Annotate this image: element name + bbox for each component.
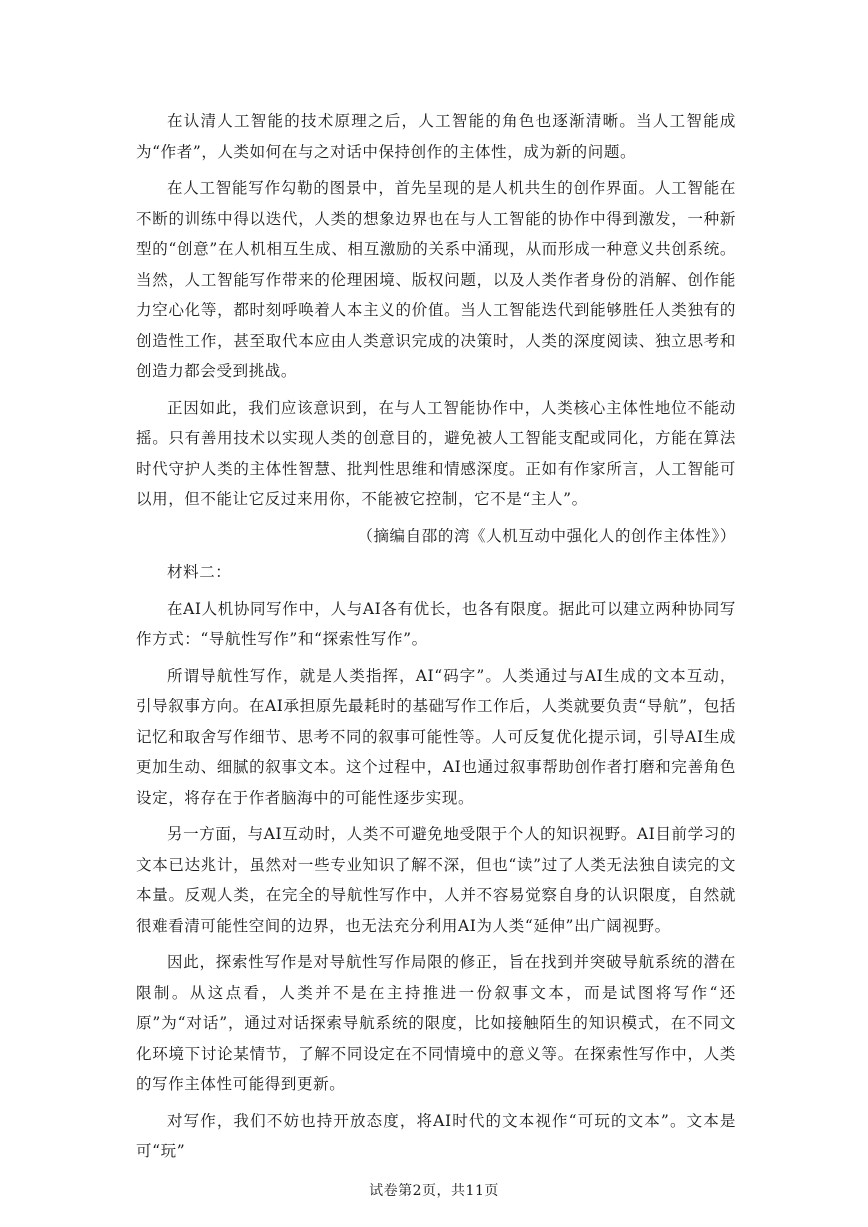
material-2-paragraph-5: 对写作，我们不妨也持开放态度，将AI时代的文本视作“可玩的文本”。文本是可“玩” <box>136 1111 736 1160</box>
page-footer: 试卷第2页，共11页 <box>369 1183 499 1199</box>
material-2-paragraph-2: 所谓导航性写作，就是人类指挥，AI“码字”。人类通过与AI生成的文本互动，引导叙事方向。在AI承担原先最耗时的基础写作工作后，人类就要负责“导航”，包括记忆和取舍写作细节、思考不同的叙事可能性等。人可反复优化提示词，引导AI生成更加生动、细腻的叙事文本。这个过程中，AI也通过叙事帮助创作者打磨和完善角色设定，将存在于作者脑海中的可能性逐步实现。 <box>136 666 736 807</box>
source-citation: （摘编自邵的湾《人机互动中强化人的创作主体性》） <box>357 526 736 545</box>
material-2-heading: 材料二： <box>167 563 232 581</box>
material-2-paragraph-4: 因此，探索性写作是对导航性写作局限的修正，旨在找到并突破导航系统的潜在限制。从这点看，人类并不是在主持推进一份叙事文本，而是试图将写作“还原”为“对话”，通过对话探索导航系统的限度，比如接触陌生的知识模式，在不同文化环境下讨论某情节，了解不同设定在不同情境中的意义等。在探索性写作中，人类的写作主体性可能得到更新。 <box>136 953 736 1093</box>
material-2-paragraph-3: 另一方面，与AI互动时，人类不可避免地受限于个人的知识视野。AI目前学习的文本已达兆计，虽然对一些专业知识了解不深，但也“读”过了人类无法独自读完的文本量。反观人类，在完全的导航性写作中，人并不容易觉察自身的认识限度，自然就很难看清可能性空间的边界，也无法充分利用AI为人类“延伸”出广阔视野。 <box>136 825 736 935</box>
paragraph-2: 在人工智能写作勾勒的图景中，首先呈现的是人机共生的创作界面。人工智能在不断的训练中得以迭代，人类的想象边界也在与人工智能的协作中得到激发，一种新型的“创意”在人机相互生成、相互激励的关系中涌现，从而形成一种意义共创系统。当然，人工智能写作带来的伦理困境、版权问题，以及人类作者身份的消解、创作能力空心化等，都时刻呼唤着人本主义的价值。当人工智能迭代到能够胜任人类独有的创造性工作，甚至取代本应由人类意识完成的决策时，人类的深度阅读、独立思考和创造力都会受到挑战。 <box>136 179 736 380</box>
paragraph-3: 正因如此，我们应该意识到，在与人工智能协作中，人类核心主体性地位不能动摇。只有善用技术以实现人类的创意目的，避免被人工智能支配或同化，方能在算法时代守护人类的主体性智慧、批判性思维和情感深度。正如有作家所言，人工智能可以用，但不能让它反过来用你，不能被它控制，它不是“主人”。 <box>136 398 736 508</box>
paragraph-1: 在认清人工智能的技术原理之后，人工智能的角色也逐渐清晰。当人工智能成为“作者”，人类如何在与之对话中保持创作的主体性，成为新的问题。 <box>136 112 736 161</box>
article-body <box>136 106 736 1173</box>
material-2-paragraph-1: 在AI人机协同写作中，人与AI各有优长，也各有限度。据此可以建立两种协同写作方式：“导航性写作”和“探索性写作”。 <box>136 599 736 648</box>
